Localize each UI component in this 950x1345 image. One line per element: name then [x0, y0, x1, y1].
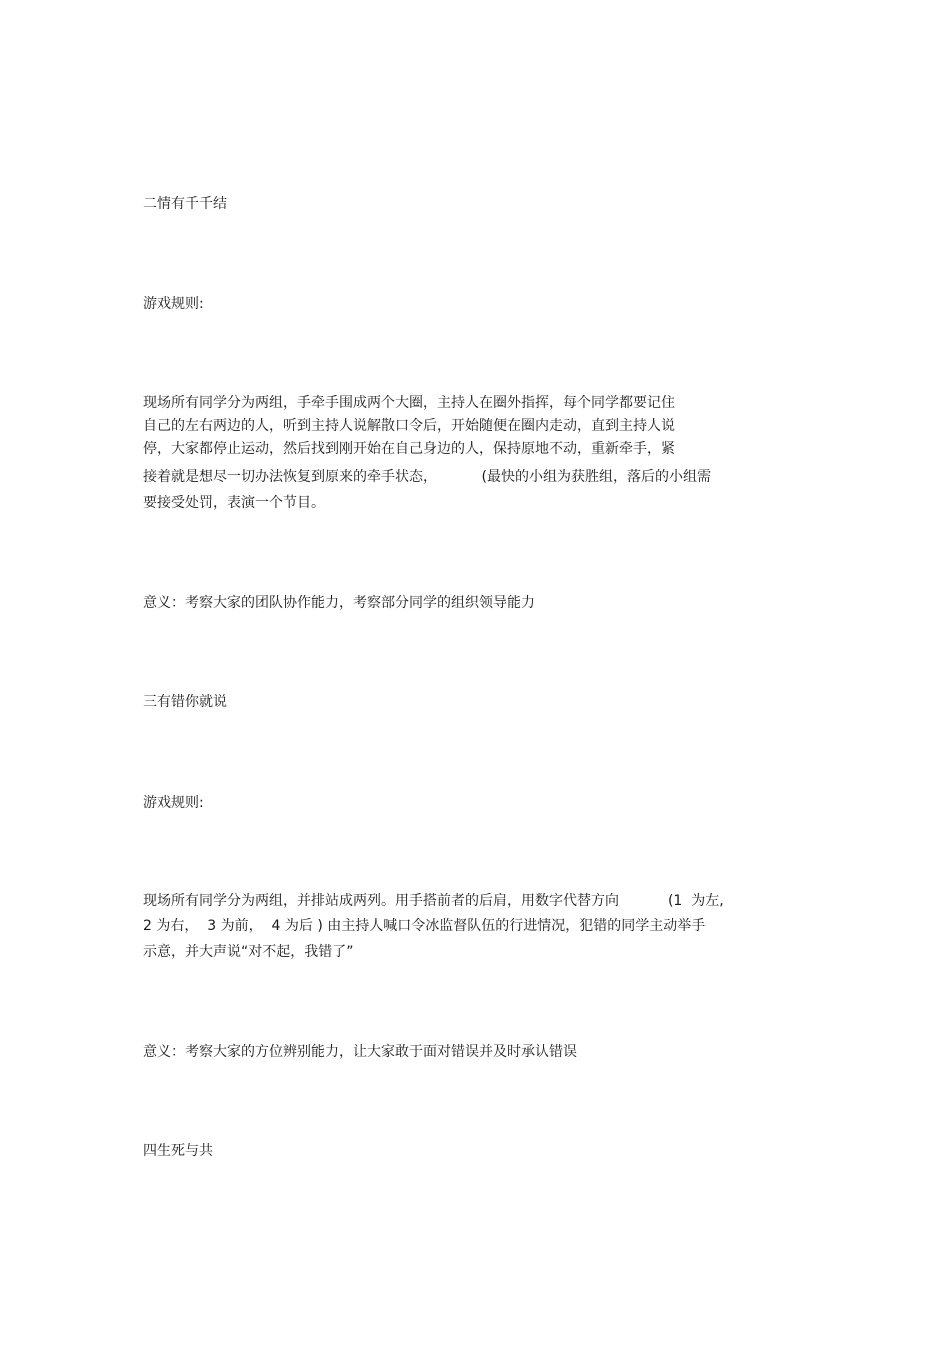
rules-text-line: 接着就是想尽一切办法恢复到原来的牵手状态， (最快的小组为获胜组，落后的小组需 — [143, 469, 711, 485]
section-title: 二情有千千结 — [143, 196, 227, 212]
section-title: 四生死与共 — [143, 1143, 213, 1159]
rules-label: 游戏规则: — [143, 296, 204, 312]
rules-text-line: 示意，并大声说“对不起，我错了” — [143, 944, 354, 960]
rules-text-line: 要接受处罚，表演一个节目。 — [143, 495, 325, 511]
rules-text-line: 现场所有同学分为两组，并排站成两列。用手搭前者的后肩，用数字代替方向 (1 为左, — [143, 893, 724, 909]
rules-text-line: 停，大家都停止运动，然后找到刚开始在自己身边的人，保持原地不动，重新牵手，紧 — [143, 441, 675, 457]
meaning-text: 意义：考察大家的团队协作能力，考察部分同学的组织领导能力 — [143, 595, 535, 611]
section-title: 三有错你就说 — [143, 694, 227, 710]
rules-text-line: 现场所有同学分为两组，手牵手围成两个大圈，主持人在圈外指挥，每个同学都要记住 — [143, 395, 675, 411]
meaning-text: 意义：考察大家的方位辨别能力，让大家敢于面对错误并及时承认错误 — [143, 1044, 577, 1060]
rules-text-line: 自己的左右两边的人，听到主持人说解散口令后，开始随便在圈内走动，直到主持人说 — [143, 418, 675, 434]
rules-text-line: 2 为右， 3 为前， 4 为后 ) 由主持人喊口令冰监督队伍的行进情况，犯错的同学主动举手 — [143, 918, 706, 934]
rules-label: 游戏规则: — [143, 795, 204, 811]
